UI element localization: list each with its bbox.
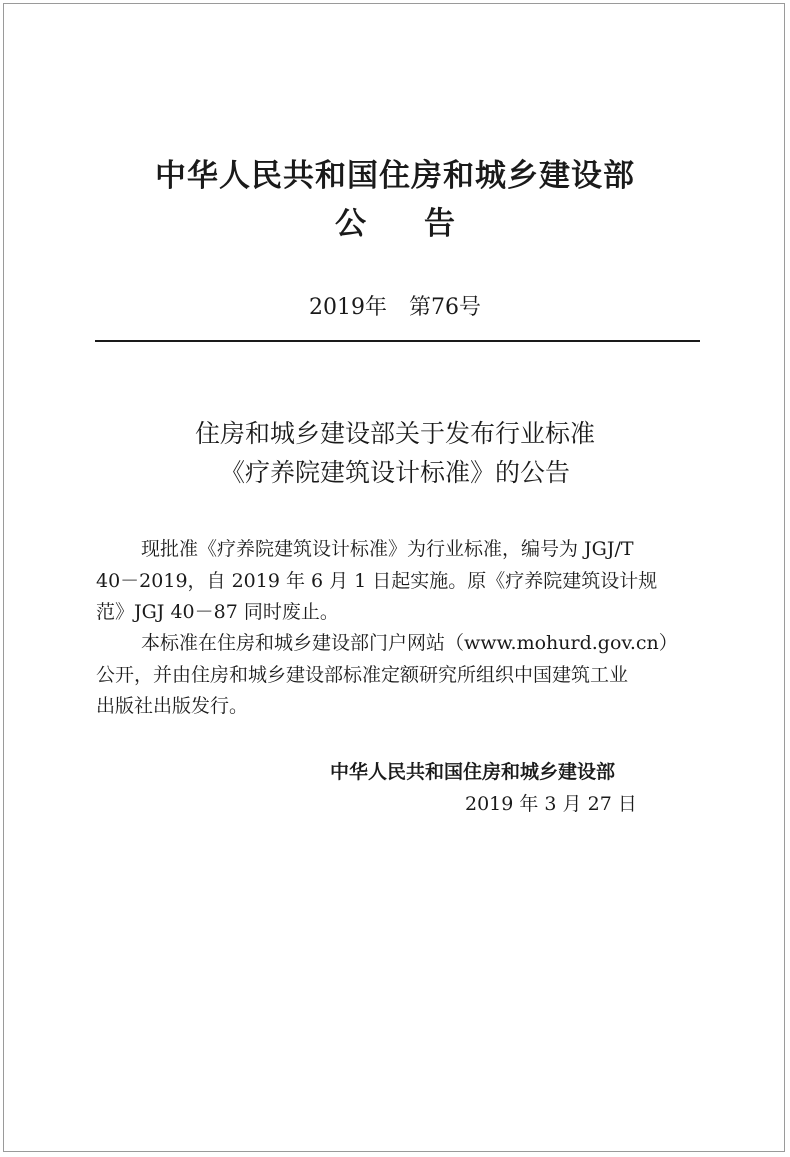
body-paragraph-1-line-3: 范》JGJ 40－87 同时废止。 <box>96 601 339 623</box>
document-type-heading: 公告 <box>335 206 513 242</box>
body-paragraph-2-line-2: 公开，并由住房和城乡建设部标准定额研究所组织中国建筑工业 <box>96 664 629 686</box>
body-paragraph-2-line-3: 出版社出版发行。 <box>96 695 249 717</box>
issuer-title: 中华人民共和国住房和城乡建设部 <box>155 158 635 194</box>
notice-title-line-2: 《疗养院建筑设计标准》的公告 <box>219 458 570 487</box>
document-number: 2019年 第76号 <box>309 295 481 320</box>
notice-title-line-1: 住房和城乡建设部关于发布行业标准 <box>194 419 595 448</box>
header-divider <box>95 340 700 342</box>
signature-issuer: 中华人民共和国住房和城乡建设部 <box>330 761 616 783</box>
signature-date: 2019 年 3 月 27 日 <box>465 793 637 815</box>
body-paragraph-1-line-1: 现批准《疗养院建筑设计标准》为行业标准，编号为 JGJ/T <box>141 538 634 560</box>
body-paragraph-2-line-1: 本标准在住房和城乡建设部门户网站（www.mohurd.gov.cn） <box>141 632 678 654</box>
body-paragraph-1-line-2: 40－2019，自 2019 年 6 月 1 日起实施。原《疗养院建筑设计规 <box>96 570 658 592</box>
